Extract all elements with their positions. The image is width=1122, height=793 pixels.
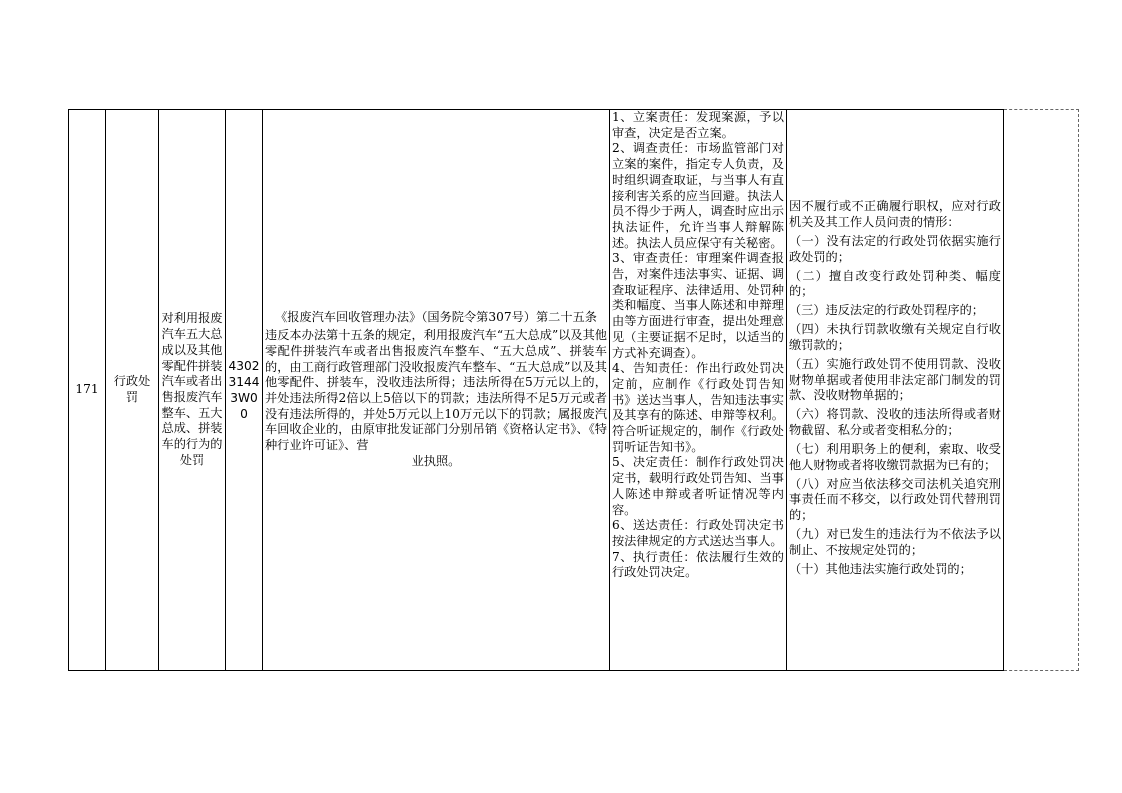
power-category: 行政处罚 (106, 110, 159, 671)
accountability-item: （五）实施行政处罚不使用罚款、没收财物单据或者使用非法定部门制发的罚款、没收财物单据的； (789, 356, 1001, 403)
responsibility-item: 1、立案责任：发现案源，予以审查，决定是否立案。 (612, 110, 784, 140)
accountability-item: （四）未执行罚款收缴有关规定自行收缴罚款的； (789, 322, 1001, 352)
accountability-item: （六）将罚款、没收的违法所得或者财物截留、私分或者变相私分的； (789, 407, 1001, 438)
responsibility-item: 6、送达责任：行政处罚决定书按法律规定的方式送达当事人。 (612, 518, 784, 548)
remark-cell (1004, 110, 1079, 671)
table-row (69, 110, 1079, 671)
responsibility-item: 2、调查责任：市场监管部门对立案的案件，指定专人负责，及时组织调查取证，与当事人有直接利害关系的应当回避。执法人员不得少于两人，调查时应出示执法证件，允许当事人辩解陈述。执法人员应保守有关秘密。 (612, 141, 784, 250)
responsibility-item: 5、决定责任：制作行政处罚决定书，载明行政处罚告知、当事人陈述申辩或者听证情况等内容。 (612, 455, 784, 517)
power-list-table (68, 109, 1079, 671)
accountability-item: （十）其他违法实施行政处罚的； (789, 561, 972, 576)
accountability-item: （三）违反法定的行政处罚程序的； (789, 303, 984, 318)
legal-basis-heading: 《报废汽车回收管理办法》（国务院令第307号）第二十五条 (275, 310, 597, 325)
accountability-item: （二）擅自改变行政处罚种类、幅度的； (789, 268, 1001, 299)
accountability-item: （一）没有法定的行政处罚依据实施行政处罚的； (789, 233, 1001, 264)
accountability-intro: 因不履行或不正确履行职权，应对行政机关及其工作人员问责的情形： (789, 199, 1001, 229)
power-code: 43023144 3W00 (226, 110, 263, 671)
responsibility-item: 4、告知责任：作出行政处罚决定前，应制作《行政处罚告知书》送达当事人，告知违法事实及其享有的陈述、申辩等权利。符合听证规定的，制作《行政处罚听证告知书》。 (612, 361, 784, 454)
accountability-list (787, 110, 1004, 671)
responsibility-list (610, 110, 787, 671)
legal-basis (263, 110, 610, 671)
accountability-item: （八）对应当依法移交司法机关追究刑事责任而不移交，以行政处罚代替刑罚的； (789, 476, 1001, 523)
power-item-name: 对利用报废汽车五大总成以及其他零配件拼装汽车或者出售报废汽车整车、五大总成、拼装车的行为的处罚 (159, 110, 226, 671)
accountability-item: （七）利用职务上的便利，索取、收受他人财物或者将收缴罚款据为已有的； (789, 442, 1001, 472)
legal-basis-body: 违反本办法第十五条的规定，利用报废汽车“五大总成”以及其他零配件拼装汽车或者出售报废汽车整车、“五大总成”、拼装车的，由工商行政管理部门没收报废汽车整车、“五大总成”以及其他零配件、拼装车，没收违法所得；违法所得在5万元以上的，并处违法所得2倍以上5倍以下的罚款；违法所得不足5万元或者没有违法所得的，并处5万元以上10万元以下的罚款；属报废汽车回收企业的，由原审批发证部门分别吊销《资格认定书》、《特种行业许可证》、营 (265, 328, 607, 453)
legal-basis-tail: 业执照。 (411, 453, 461, 468)
row-number: 171 (69, 110, 106, 671)
responsibility-item: 7、执行责任：依法履行生效的行政处罚决定。 (612, 549, 784, 580)
responsibility-item: 3、审查责任：审理案件调查报告，对案件违法事实、证据、调查取证程序、法律适用、处罚种类和幅度、当事人陈述和申辩理由等方面进行审查，提出处理意见（主要证据不足时，以适当的方式补充调查）。 (612, 251, 784, 360)
accountability-item: （九）对已发生的违法行为不依法予以制止、不按规定处罚的； (789, 527, 1001, 557)
